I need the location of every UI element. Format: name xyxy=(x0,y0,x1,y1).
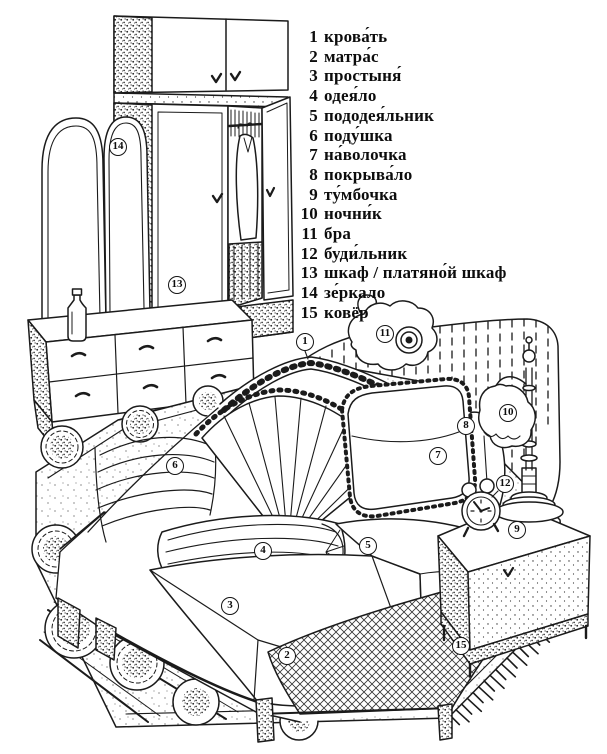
item-marker-rug: 15 xyxy=(452,637,470,655)
pillow-flat xyxy=(342,379,475,516)
vocab-number: 9 xyxy=(309,184,318,204)
item-marker-wall-lamp: 11 xyxy=(376,325,394,343)
vocab-item xyxy=(296,283,507,303)
vocab-number: 3 xyxy=(309,66,318,86)
item-marker-wardrobe: 13 xyxy=(168,276,186,294)
vocab-item xyxy=(296,145,507,165)
vocab-word: крова́ть xyxy=(324,27,388,46)
vocab-word: на́волочка xyxy=(324,145,407,165)
vocab-word: буди́льник xyxy=(324,243,408,263)
vocab-number: 13 xyxy=(300,263,318,283)
vocab-word: ночни́к xyxy=(324,204,383,224)
vocab-number: 14 xyxy=(300,283,318,303)
item-marker-bedspread: 8 xyxy=(457,417,475,435)
vocab-item xyxy=(296,165,507,185)
vocab-number: 8 xyxy=(309,164,318,184)
vocab-word: покрыва́ло xyxy=(324,164,413,184)
vocab-item xyxy=(296,244,507,264)
item-marker-sheet: 3 xyxy=(221,597,239,615)
vocab-word: зе́ркало xyxy=(324,283,386,303)
item-marker-pillowcase: 7 xyxy=(429,447,447,465)
item-marker-mattress: 2 xyxy=(278,647,296,665)
vocab-number: 4 xyxy=(309,86,318,106)
vocab-item xyxy=(296,27,507,47)
item-marker-nightstand: 9 xyxy=(508,521,526,539)
vocab-word: простыня́ xyxy=(324,66,402,86)
item-marker-pillow: 6 xyxy=(166,457,184,475)
item-marker-blanket: 4 xyxy=(254,542,272,560)
item-marker-night-light: 10 xyxy=(499,404,517,422)
vocab-item xyxy=(296,86,507,106)
vocab-word: бра xyxy=(324,224,352,244)
vocab-item xyxy=(296,126,507,146)
vocab-number: 12 xyxy=(300,243,318,263)
vocab-list xyxy=(296,27,507,323)
vocab-word: шкаф / платяно́й шкаф xyxy=(324,263,507,283)
vocab-number: 2 xyxy=(309,46,318,66)
vocab-item xyxy=(296,303,507,323)
item-marker-alarm-clock: 12 xyxy=(496,475,514,493)
vocab-word: одея́ло xyxy=(324,86,377,106)
vocab-item xyxy=(296,47,507,67)
vocab-number: 11 xyxy=(301,224,318,244)
vocab-number: 1 xyxy=(309,27,318,46)
vocab-word: ковёр xyxy=(324,302,369,322)
vocab-number: 10 xyxy=(300,204,318,224)
vocab-word: матра́с xyxy=(324,46,379,66)
vocab-word: поду́шка xyxy=(324,125,393,145)
item-marker-mirror: 14 xyxy=(109,138,127,156)
vocab-item xyxy=(296,106,507,126)
item-marker-bed: 1 xyxy=(296,333,314,351)
vocab-word: пододея́льник xyxy=(324,105,435,125)
vocab-item xyxy=(296,263,507,283)
vocab-item xyxy=(296,66,507,86)
vocab-number: 5 xyxy=(309,105,318,125)
mirror xyxy=(42,117,150,328)
wardrobe-interior xyxy=(228,106,262,308)
vocab-item xyxy=(296,224,507,244)
vocab-word: ту́мбочка xyxy=(324,184,398,204)
item-marker-duvet-cover: 5 xyxy=(359,537,377,555)
vocab-number: 15 xyxy=(300,302,318,322)
vocab-number: 7 xyxy=(309,145,318,165)
vocab-item xyxy=(296,204,507,224)
vocab-item xyxy=(296,185,507,205)
vocab-number: 6 xyxy=(309,125,318,145)
